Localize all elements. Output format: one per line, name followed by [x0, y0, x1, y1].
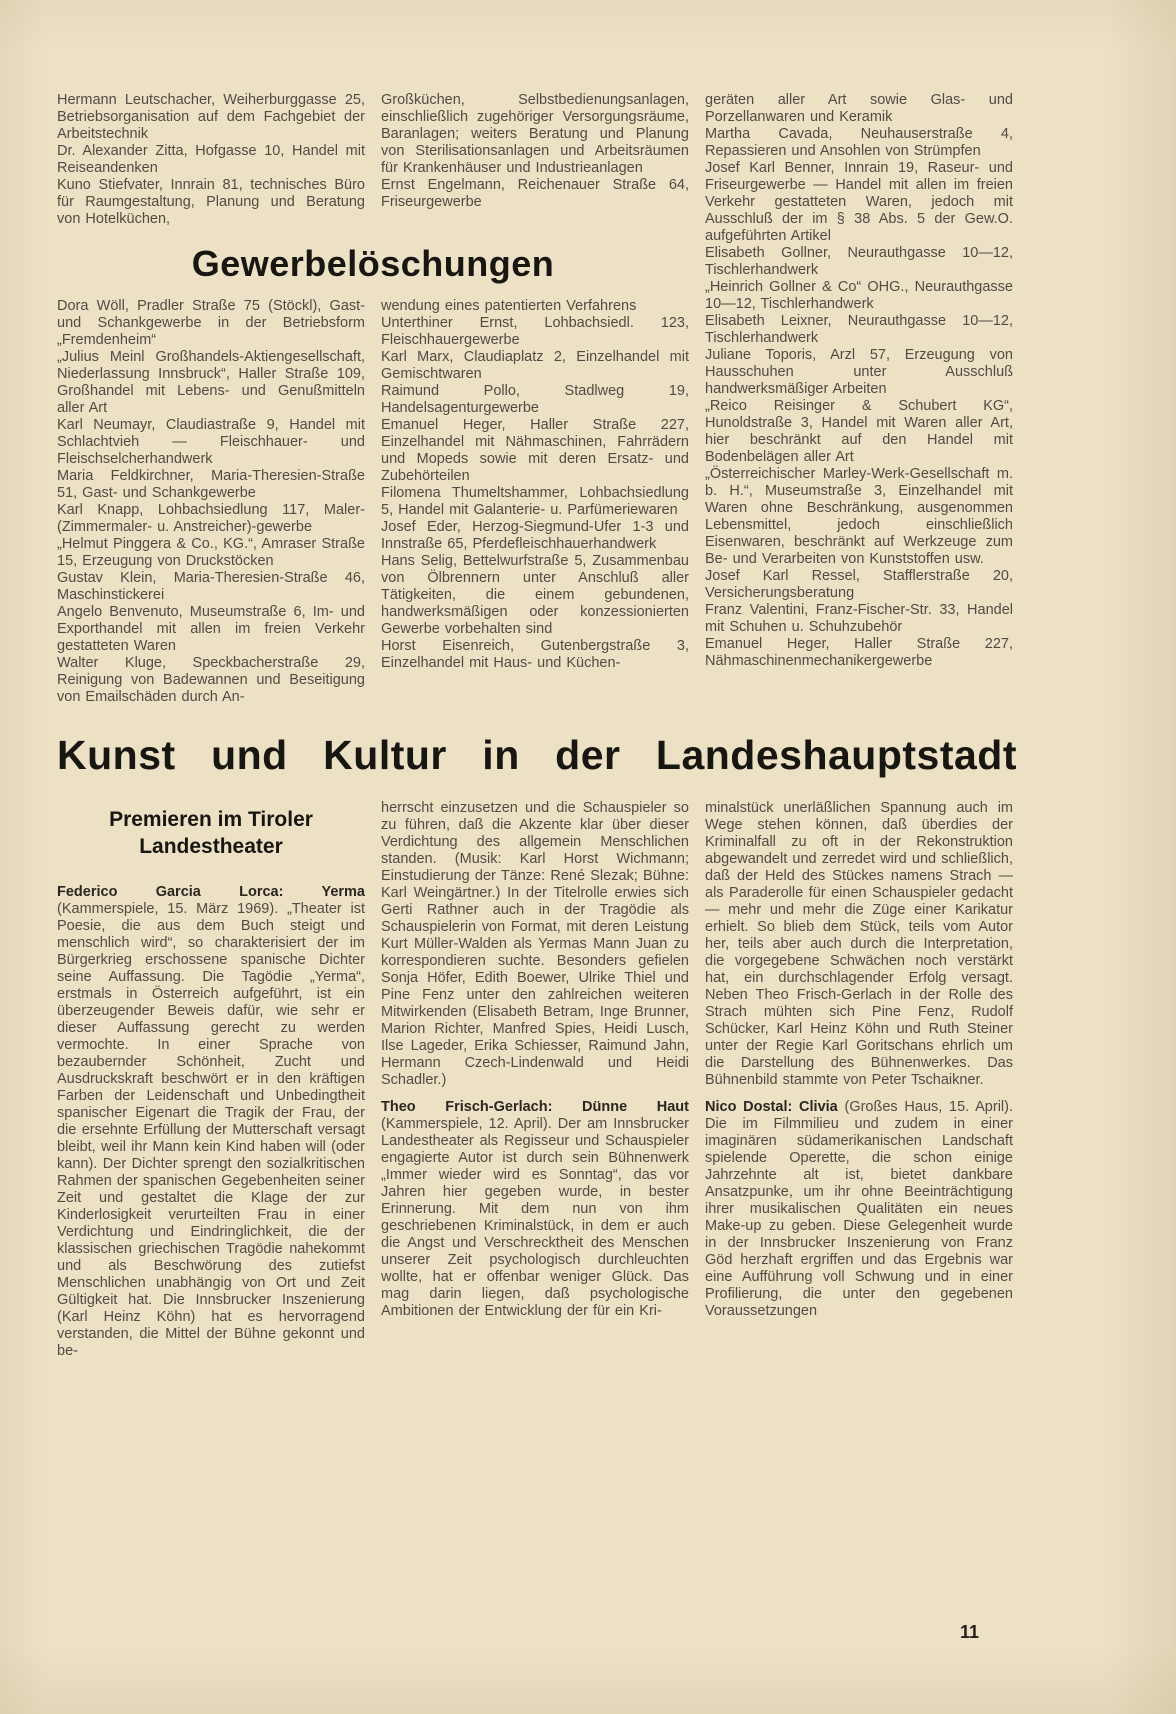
entry-paragraph: Josef Karl Ressel, Stafflerstraße 20, Versicherungsberatung — [705, 568, 1013, 601]
entry-paragraph: Maria Feldkirchner, Maria-Theresien-Straße 51, Gast- und Schankgewerbe — [57, 468, 365, 501]
culture-col2 — [381, 800, 689, 1360]
review-continuation-paragraph — [705, 800, 1013, 1089]
trade-register-lower-row — [57, 298, 689, 706]
entry-paragraph: Franz Valentini, Franz-Fischer-Str. 33, Handel mit Schuhen u. Schuhzubehör — [705, 602, 1013, 635]
review-continuation-paragraph — [381, 800, 689, 1089]
entry-paragraph: Elisabeth Gollner, Neurauthgasse 10—12, Tischlerhandwerk — [705, 245, 1013, 278]
entry-paragraph: „Heinrich Gollner & Co“ OHG., Neurauthgasse 10—12, Tischlerhandwerk — [705, 279, 1013, 312]
entry-paragraph: Raimund Pollo, Stadlweg 19, Handelsagenturgewerbe — [381, 383, 689, 416]
review-lead: Theo Frisch-Gerlach: Dünne Haut — [381, 1099, 689, 1115]
trade-register-col1-top — [57, 92, 365, 228]
entry-paragraph: Ernst Engelmann, Reichenauer Straße 64, Friseurgewerbe — [381, 177, 689, 210]
entry-paragraph: Walter Kluge, Speckbacherstraße 29, Reinigung von Badewannen und Beseitigung von Emailschäden durch An- — [57, 655, 365, 705]
entry-paragraph: Großküchen, Selbstbedienungsanlagen, einschließlich zugehöriger Versorgungsräume, Baranlagen; weiters Beratung und Planung von Sterilisationsanlagen und Arbeitsräumen für Krankenhäuser und Industrieanlagen — [381, 92, 689, 176]
entry-paragraph: Karl Knapp, Lohbachsiedlung 117, Maler- (Zimmermaler- u. Anstreicher)-gewerbe — [57, 502, 365, 535]
review-lead: Federico Garcia Lorca: Yerma — [57, 884, 365, 900]
entry-paragraph: Karl Marx, Claudiaplatz 2, Einzelhandel mit Gemischtwaren — [381, 349, 689, 382]
entry-paragraph: Emanuel Heger, Haller Straße 227, Einzelhandel mit Nähmaschinen, Fahrrädern und Mopeds sowie mit deren Ersatz- und Zubehörteilen — [381, 417, 689, 484]
page-content — [57, 92, 1017, 1360]
page-number: 11 — [960, 1622, 980, 1642]
review-lead: Nico Dostal: Clivia — [705, 1099, 838, 1115]
entry-paragraph: Elisabeth Leixner, Neurauthgasse 10—12, Tischlerhandwerk — [705, 313, 1013, 346]
entry-paragraph: Hans Selig, Bettelwurfstraße 5, Zusammenbau von Ölbrennern unter Anschluß aller Tätigkeiten, die einem gebundenen, handwerksmäßigen oder konzessionierten Gewerbe vorbehalten sind — [381, 553, 689, 637]
subheadline-line2: Landestheater — [139, 835, 283, 858]
entry-paragraph: Martha Cavada, Neuhauserstraße 4, Repassieren und Ansohlen von Strümpfen — [705, 126, 1013, 159]
trade-register-upper-row — [57, 92, 689, 228]
entry-paragraph: Juliane Toporis, Arzl 57, Erzeugung von Hausschuhen unter Ausschluß handwerksmäßiger Arbeiten — [705, 347, 1013, 397]
entry-paragraph: Filomena Thumeltshammer, Lohbachsiedlung 5, Handel mit Galanterie- u. Parfümeriewaren — [381, 485, 689, 518]
entry-paragraph: Gustav Klein, Maria-Theresien-Straße 46, Maschinstickerei — [57, 570, 365, 603]
entry-paragraph: Dr. Alexander Zitta, Hofgasse 10, Handel mit Reiseandenken — [57, 143, 365, 176]
trade-register-section — [57, 92, 1017, 706]
review-text: (Kammerspiele, 15. März 1969). „Theater ist Poesie, die aus dem Buch steigt und menschlich wird“, so charakterisiert der im Bürgerkrieg erschossene spanische Dichter seine Auffassung. Die Tagödie „Yerma“, erstmals in Österreich aufgeführt, ist ein überzeugender Beweis dafür, wie sehr er dieser Auffassung gerecht zu werden vermochte. In einer Sprache von bezaubernder Schönheit, Zucht und Ausdruckskraft beschwört er in den kräftigen Farben der Leidenschaft und Unbedingtheit spanischer Eigenart die Tragik der Frau, der die ersehnte Erfüllung der Mutterschaft versagt bleibt, weil ihr Mann kein Kind haben will (oder kann). Der Dichter sprengt den sozialkritischen Rahmen der spanischen Gegebenheiten seiner Zeit und gestaltet die Klage der zur Kinderlosigkeit verurteilten Frau in einer Verdichtung und Eindringlichkeit, die der klassischen griechischen Tragödie nahekommt und als Beschwörung des zutiefst Menschlichen unabhängig von Ort und Zeit Gültigkeit hat. Die Innsbrucker Inszenierung (Karl Heinz Köhn) hat es hervorragend verstanden, die Mittel der Bühne gekonnt und be- — [57, 901, 365, 1359]
section-headline-gewerbeloeschungen: Gewerbelöschungen — [191, 243, 555, 284]
entry-paragraph: wendung eines patentierten Verfahrens — [381, 298, 637, 314]
trade-register-col3 — [705, 92, 1013, 706]
entry-paragraph: Hermann Leutschacher, Weiherburggasse 25, Betriebsorganisation auf dem Fachgebiet der Arbeitstechnik — [57, 92, 365, 142]
review-text: herrscht einzusetzen und die Schauspieler so zu führen, daß die Akzente klar über dieser Verdichtung des allgemein Menschlichen standen. (Musik: Karl Horst Wichmann; Einstudierung der Tänze: René Slezak; Bühne: Karl Weingärtner.) In der Titelrolle erwies sich Gerti Rathner auch in der Tragödie als Schauspielerin von Format, mit deren Leistung Kurt Müller-Walden als Yermas Mann Juan zu korrespondieren suchte. Besonders gefielen Sonja Höfer, Edith Boewer, Ulrike Thiel und Pine Fenz unter den zahlreichen weiteren Mitwirkenden (Elisabeth Betram, Inge Brunner, Marion Richter, Manfred Spies, Heidi Lusch, Ilse Lageder, Erika Schiesser, Raimund Jahn, Hermann Czech-Lindenwald und Heidi Schadler.) — [381, 800, 689, 1088]
entry-paragraph: „Julius Meinl Großhandels-Aktiengesellschaft, Niederlassung Innsbruck“, Haller Straße 109, Großhandel mit Lebens- und Genußmitteln aller Art — [57, 349, 365, 416]
review-text: (Kammerspiele, 12. April). Der am Innsbrucker Landestheater als Regisseur und Schauspieler engagierte Autor ist durch sein Bühnenwerk „Immer wieder wird es Sonntag“, das vor Jahren hier gegeben wurde, in bester Erinnerung. Mit dem nun von ihm geschriebenen Kriminalstück, in dem er auch die Angst und Verschrecktheit des Menschen unserer Zeit psychologisch durchleuchten wollte, hat er offenbar weniger Glück. Das mag darin liegen, daß psychologische Ambitionen der Entwicklung der für ein Kri- — [381, 1116, 689, 1319]
entry-paragraph: Josef Eder, Herzog-Siegmund-Ufer 1-3 und Innstraße 65, Pferdefleischhauerhandwerk — [381, 519, 689, 552]
entry-paragraph: „Helmut Pinggera & Co., KG.“, Amraser Straße 15, Erzeugung von Druckstöcken — [57, 536, 365, 569]
section-headline-kunst-und-kultur: Kunst und Kultur in der Landeshauptstadt — [57, 732, 1017, 778]
review-paragraph-clivia — [705, 1099, 1013, 1320]
entry-paragraph: Horst Eisenreich, Gutenbergstraße 3, Einzelhandel mit Haus- und Küchen- — [381, 638, 689, 671]
subheadline-premieren — [57, 806, 365, 860]
review-text: minalstück unerläßlichen Spannung auch im Wege stehen können, daß überdies der Kriminalfall zu oft in der Rekonstruktion abgewandelt und zerredet wird und schließlich, daß der Held des Stückes namens Strach — als Paraderolle für einen Schauspieler gedacht — mehr und mehr die Züge einer Karikatur erhielt. So blieb dem Stück, teils vom Autor her, teils aber auch durch die Interpretation, die vorgegebene Schwächen noch verstärkt hat, ein durchschlagender Erfolg versagt. Neben Theo Frisch-Gerlach in der Rolle des Strach mühten sich Pine Fenz, Rudolf Schücker, Karl Heinz Köhn und Ruth Steiner unter der Regie Karl Goritschans ehrlich um die Darstellung des Bühnenwerkes. Das Bühnenbild stammte von Peter Tschaikner. — [705, 800, 1013, 1088]
entry-paragraph: Emanuel Heger, Haller Straße 227, Nähmaschinenmechanikergewerbe — [705, 636, 1013, 669]
entry-paragraph: „Reico Reisinger & Schubert KG“, Hunoldstraße 3, Handel mit Waren aller Art, hier beschränkt auf den Handel mit Bodenbelägen aller Art — [705, 398, 1013, 465]
culture-section — [57, 800, 1017, 1360]
entry-paragraph: geräten aller Art sowie Glas- und Porzellanwaren und Keramik — [705, 92, 1013, 125]
trade-register-left-area — [57, 92, 689, 706]
culture-col1 — [57, 800, 365, 1360]
entry-paragraph: Dora Wöll, Pradler Straße 75 (Stöckl), Gast- und Schankgewerbe in der Betriebsform „Fremdenheim“ — [57, 298, 365, 348]
culture-col3 — [705, 800, 1013, 1360]
review-paragraph-duenne-haut — [381, 1099, 689, 1320]
entry-paragraph: Angelo Benvenuto, Museumstraße 6, Im- und Exporthandel mit allen im freien Verkehr gestatteten Waren — [57, 604, 365, 654]
review-paragraph-yerma — [57, 884, 365, 1360]
subheadline-line1: Premieren im Tiroler — [109, 808, 313, 831]
review-text: (Großes Haus, 15. April). Die im Filmmilieu und zudem in einer imaginären südamerikanischen Landschaft spielende Operette, die schon einige Jahrzehnte alt ist, bietet dankbare Ansatzpunke, um ihr ohne Beeinträchtigung ihrer musikalischen Qualitäten ein neues Make-up zu geben. Diese Gelegenheit wurde in der Innsbrucker Inszenierung von Franz Göd herzhaft ergriffen und das Ergebnis war eine Aufführung voll Schwung und in einer Profilierung, die unter den gegebenen Voraussetzungen — [705, 1099, 1013, 1319]
trade-register-col1-bottom — [57, 298, 365, 706]
trade-register-col2-top — [381, 92, 689, 228]
entry-paragraph: Unterthiner Ernst, Lohbachsiedl. 123, Fleischhauergewerbe — [381, 315, 689, 348]
entry-paragraph: Karl Neumayr, Claudiastraße 9, Handel mit Schlachtvieh — Fleischhauer- und Fleischselcherhandwerk — [57, 417, 365, 467]
entry-paragraph: Kuno Stiefvater, Innrain 81, technisches Büro für Raumgestaltung, Planung und Beratung von Hotelküchen, — [57, 177, 365, 227]
trade-register-col2-bottom — [381, 298, 689, 706]
entry-paragraph: Josef Karl Benner, Innrain 19, Raseur- und Friseurgewerbe — Handel mit allen im freien Verkehr gestatteten Waren, jedoch mit Ausschluß der im § 38 Abs. 5 der Gew.O. aufgeführten Artikel — [705, 160, 1013, 244]
entry-paragraph: „Österreichischer Marley-Werk-Gesellschaft m. b. H.“, Museumstraße 3, Einzelhandel mit Waren ohne Beschränkung, ausgenommen Lebensmittel, jedoch einschließlich Eisenwaren, beschränkt auf Werkzeuge zum Be- und Verarbeiten von Kunststoffen usw. — [705, 466, 1013, 567]
